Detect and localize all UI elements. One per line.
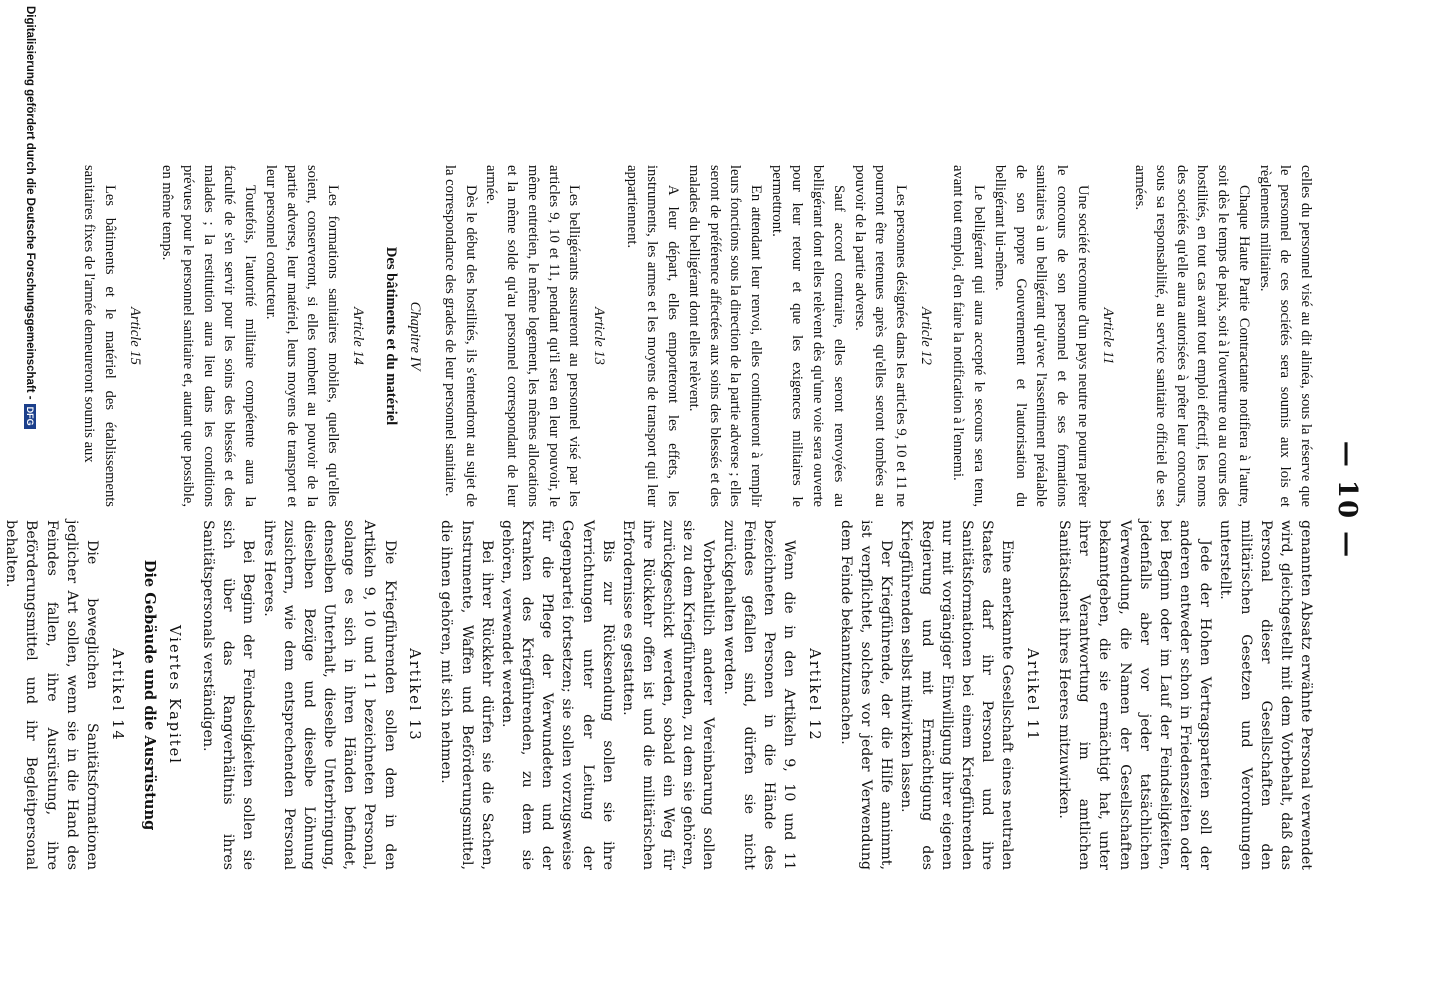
article-heading: Article 12	[917, 307, 934, 365]
dfg-logo: DFG	[24, 404, 36, 429]
chapter-heading: Des bâtiments et du matériel	[382, 246, 399, 426]
paragraph: Bei ihrer Rückkehr dürfen sie die Sachen, Instrumente, Waffen und Beförderungsmittel, die ihnen gehören, mit sich nehmen.	[438, 520, 495, 870]
paragraph: Bis zur Rücksendung sollen sie ihre Verrichtungen unter der Leitung der Gegenpartei fortsetzen; sie sollen vorzugsweise für die Pflege der Verwundeten und der Kranken des Kriegführenden, zu dem sie gehören, verwendet werden.	[498, 520, 616, 870]
paragraph: Bei Beginn der Feindseligkeiten sollen sie sich über das Rangverhältnis ihres Sanitätspersonals verständigen.	[200, 520, 257, 870]
paragraph: Jede der Hohen Vertragsparteien soll der anderen entweder schon in Friedenszeiten oder bei Beginn oder im Lauf der Feindseligkeiten, jedenfalls aber vor jeder tatsächlichen Verwendung, die Namen der Gesellschaften bekanntgeben, die sie ermächtigt hat, unter ihrer Verantwortung im amtlichen Sanitätsdienst ihres Heeres mitzuwirken.	[1056, 520, 1214, 870]
paragraph: Chaque Haute Partie Contractante notifiera à l'autre, soit dès le temps de paix, soit à l'ouverture ou au cours des hostilités, en tout cas avant tout emploi effectif, les noms des sociétés qu'elle aura autorisées à prêter leur concours, sous sa responsabilité, au service sanitaire officiel de ses armées.	[1132, 165, 1252, 507]
paragraph: Die beweglichen Sanitätsformationen jeglicher Art sollen, wenn sie in die Hand des Feindes fallen, ihre Ausrüstung, ihre Beförderungsmittel und ihr Begleitpersonal behalten.	[3, 520, 100, 870]
paragraph: Eine anerkannte Gesellschaft eines neutralen Staates darf ihr Personal und ihre Sanitätsformationen bei einem Kriegführenden nur mit vorgängiger Einwilligung ihrer eigenen Regierung und mit Ermächtigung des Kriegführenden selbst mitwirken lassen.	[898, 520, 1016, 870]
chapter-heading: Viertes Kapitel	[166, 625, 184, 765]
french-text-column	[81, 165, 1316, 507]
article-heading: Article 11	[1099, 307, 1116, 365]
paragraph: Wenn die in den Artikeln 9, 10 und 11 bezeichneten Personen in die Hände des Feindes gefallen sind, dürfen sie nicht zurückgehalten werden.	[720, 520, 798, 870]
footer-text: Digitalisierung gefördert durch die Deutsche Forschungsgemeinschaft -	[24, 6, 36, 400]
article-heading: Artikel 12	[805, 648, 823, 742]
paragraph: Les personnes désignées dans les articles 9, 10 et 11 ne pourront être retenues après qu'elles seront tombées au pouvoir de la partie adverse.	[851, 165, 910, 507]
article-heading: Artikel 14	[108, 648, 126, 742]
article-heading: Article 13	[591, 307, 607, 365]
paragraph: Die Kriegführenden sollen dem in den Artikeln 9, 10 und 11 bezeichneten Personal, solange es sich in ihren Händen befindet, denselben Unterhalt, dieselbe Unterbringung, dieselben Bezüge und dieselbe Löhnung zusichern, wie dem entsprechenden Personal ihres Heeres.	[260, 520, 398, 870]
paragraph: Der Kriegführende, der die Hilfe annimmt, ist verpflichtet, solches vor jeder Verwendung dem Feinde bekanntzumachen.	[838, 520, 895, 870]
paragraph: Sauf accord contraire, elles seront renvoyées au belligérant dont elles relèvent dès qu'une voie sera ouverte pour leur retour et que les exigences militaires le permettront.	[768, 165, 847, 507]
paragraph: genannten Absatz erwähnte Personal verwendet wird, gleichgestellt mit dem Vorbehalt, daß das Personal dieser Gesellschaften den militärischen Gesetzen und Verordnungen unterstellt.	[1217, 520, 1314, 870]
chapter-heading: Die Gebäude und die Ausrüstung	[141, 559, 159, 831]
digitization-footer	[24, 0, 36, 1006]
article-heading: Article 15	[126, 307, 143, 365]
paragraph: Vorbehaltlich anderer Vereinbarung sollen sie zu dem Kriegführenden, zu dem sie gehören, zurückgeschickt werden, sobald ein Weg für ihre Rückkehr offen ist und die militärischen Erfordernisse es gestatten.	[619, 520, 717, 870]
article-heading: Article 14	[349, 307, 366, 365]
chapter-heading: Chapitre IV	[407, 301, 424, 371]
paragraph: Toutefois, l'autorité militaire compétente aura la faculté de s'en servir pour les soins des blessés et des malades ; la restitution aura lieu dans les conditions prévues pour le personnel sanitaire et, autant que possible, en même temps.	[159, 165, 259, 507]
german-text-column	[3, 520, 1316, 870]
article-heading: Artikel 11	[1023, 648, 1041, 742]
paragraph: celles du personnel visé au dit alinéa, sous la réserve que le personnel de ces sociétés sera soumis aux lois et règlements militaires.	[1256, 165, 1314, 507]
article-heading: Artikel 13	[406, 648, 424, 742]
page-number: — 10 —	[1332, 440, 1362, 560]
paragraph: Le belligérant qui aura accepté le secours sera tenu, avant tout emploi, d'en faire la notification à l'ennemi.	[950, 165, 988, 507]
paragraph: Les belligérants assureront au personnel visé par les articles 9, 10 et 11, pendant qu'il sera en leur pouvoir, le même entretien, le même logement, les mêmes allocations et la même solde qu'au personnel correspondant de leur armée.	[483, 165, 583, 507]
paragraph: Une société reconnue d'un pays neutre ne pourra prêter le concours de son personnel et de ses formations sanitaires à un belligérant qu'avec l'assentiment préalable de son propre Gouvernement et l'autorisation du belligérant lui-même.	[991, 165, 1091, 507]
paragraph: En attendant leur renvoi, elles continueront à remplir leurs fonctions sous la direction de la partie adverse ; elles seront de préférence affectées aux soins des blessés et des malades du belligérant dont elles relèvent.	[685, 165, 765, 507]
paragraph: Les bâtiments et le matériel des établissements sanitaires fixes de l'armée demeureront soumis aux	[81, 165, 118, 507]
paragraph: Les formations sanitaires mobiles, quelles qu'elles soient, conserveront, si elles tombent au pouvoir de la partie adverse, leur matériel, leurs moyens de transport et leur personnel conducteur.	[262, 165, 342, 507]
paragraph: A leur départ, elles emporteront les effets, les instruments, les armes et les moyens de transport qui leur appartiennent.	[623, 165, 682, 507]
paragraph	[0, 520, 1, 870]
paragraph: Dès le début des hostilités, ils s'entendront au sujet de la correspondance des grades de leur personnel sanitaire.	[441, 165, 479, 507]
